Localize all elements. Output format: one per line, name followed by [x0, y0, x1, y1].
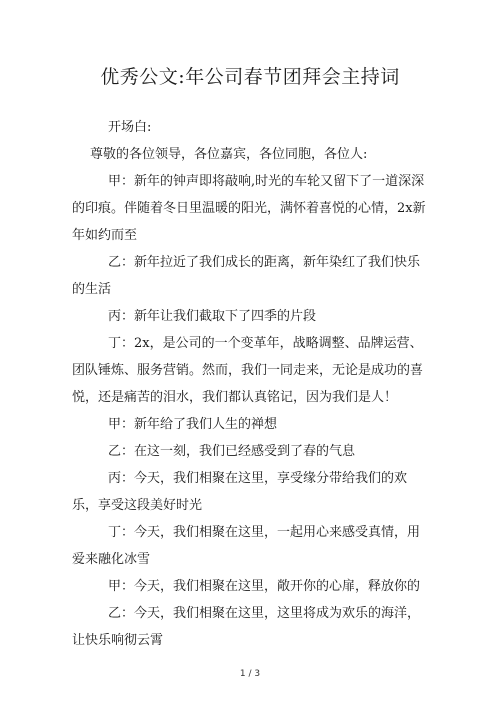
paragraph-ding-2: 丁：今天，我们相聚在这里，一起用心来感受真情，用爱来融化冰雪 — [72, 525, 421, 567]
paragraph-greeting: 尊敬的各位领导，各位嘉宾，各位同胞，各位人: — [90, 147, 368, 162]
page-number: 1 / 3 — [239, 669, 261, 679]
paragraph-ding-1: 丁：2x，是公司的一个变革年，战略调整、品牌运营、团队锤炼、服务营销。然而，我们一同走来，无论是成功的喜悦，还是痛苦的泪水，我们都认真铭记，因为我们是人！ — [72, 336, 424, 405]
paragraph-jia-1: 甲：新年的钟声即将敲响,时光的车轮又留下了一道深深的印痕。伴随着冬日里温暖的阳光，满怀着喜悦的心情，2x新年如约而至 — [72, 174, 426, 243]
paragraph-opening-label: 开场白: — [108, 120, 152, 135]
paragraph-bing-2: 丙：今天，我们相聚在这里，享受缘分带给我们的欢乐，享受这段美好时光 — [72, 471, 408, 513]
paragraph-bing-1: 丙：新年让我们截取下了四季的片段 — [108, 309, 317, 324]
paragraph-jia-2: 甲：新年给了我们人生的禅想 — [108, 417, 278, 432]
paragraph-yi-2: 乙：在这一刻，我们已经感受到了春的气息 — [108, 444, 356, 459]
paragraph-yi-1: 乙：新年拉近了我们成长的距离，新年染红了我们快乐的生活 — [72, 255, 421, 297]
paragraph-yi-3: 乙：今天，我们相聚在这里，这里将成为欢乐的海洋，让快乐响彻云霄 — [72, 606, 421, 648]
paragraph-jia-3: 甲：今天，我们相聚在这里，敞开你的心扉，释放你的 — [108, 579, 421, 594]
document-title: 优秀公文:年公司春节团拜会主持词 — [100, 66, 400, 88]
